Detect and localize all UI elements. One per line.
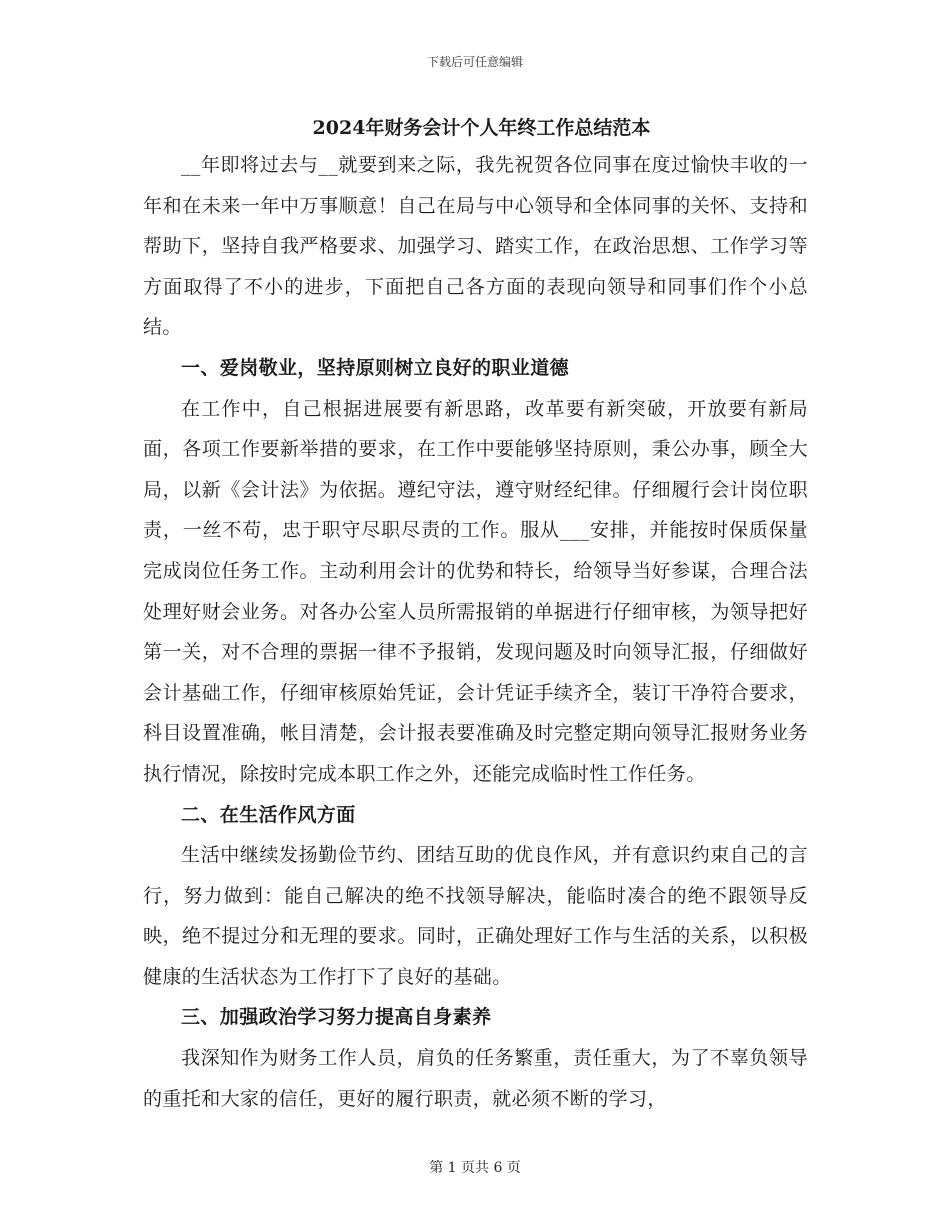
- section-body-2: 生活中继续发扬勤俭节约、团结互助的优良作风，并有意识约束自己的言行，努力做到：能自己解决的绝不找领导解决，能临时凑合的绝不跟领导反映，绝不提过分和无理的要求。同时，正确处理好工作与生活的关系，以积极健康的生活状态为工作打下了良好的基础。: [143, 844, 808, 988]
- document-title: 2024年财务会计个人年终工作总结范本: [312, 117, 651, 139]
- section-heading-1: 一、爱岗敬业，坚持原则树立良好的职业道德: [181, 356, 570, 379]
- section-heading-2: 二、在生活作风方面: [181, 803, 356, 826]
- document-body: [143, 113, 808, 1119]
- page-footer: 第 1 页共 6 页: [429, 1160, 521, 1176]
- section-body-3: 我深知作为财务工作人员，肩负的任务繁重，责任重大，为了不辜负领导的重托和大家的信任，更好的履行职责，就必须不断的学习，: [143, 1047, 808, 1110]
- page-header: 下载后可任意编辑: [426, 55, 523, 69]
- section-body-1: 在工作中，自己根据进展要有新思路，改革要有新突破，开放要有新局面，各项工作要新举措的要求，在工作中要能够坚持原则，秉公办事，顾全大局，以新《会计法》为依据。遵纪守法，遵守财经纪律。仔细履行会计岗位职责，一丝不苟，忠于职守尽职尽责的工作。服从___安排，并能按时保质保量完成岗位任务工作。主动利用会计的优势和特长，给领导当好参谋，合理合法处理好财会业务。对各办公室人员所需报销的单据进行仔细审核，为领导把好第一关，对不合理的票据一律不予报销，发现问题及时向领导汇报，仔细做好会计基础工作，仔细审核原始凭证，会计凭证手续齐全，装订干净符合要求，科目设置准确，帐目清楚，会计报表要准确及时完整定期向领导汇报财务业务执行情况，除按时完成本职工作之外，还能完成临时性工作任务。: [143, 397, 808, 785]
- intro-paragraph: __年即将过去与__就要到来之际，我先祝贺各位同事在度过愉快丰收的一年和在未来一年中万事顺意！自己在局与中心领导和全体同事的关怀、支持和帮助下，坚持自我严格要求、加强学习、踏实工作，在政治思想、工作学习等方面取得了不小的进步，下面把自己各方面的表现向领导和同事们作个小总结。: [143, 154, 808, 339]
- section-heading-3: 三、加强政治学习努力提高自身素养: [181, 1006, 492, 1029]
